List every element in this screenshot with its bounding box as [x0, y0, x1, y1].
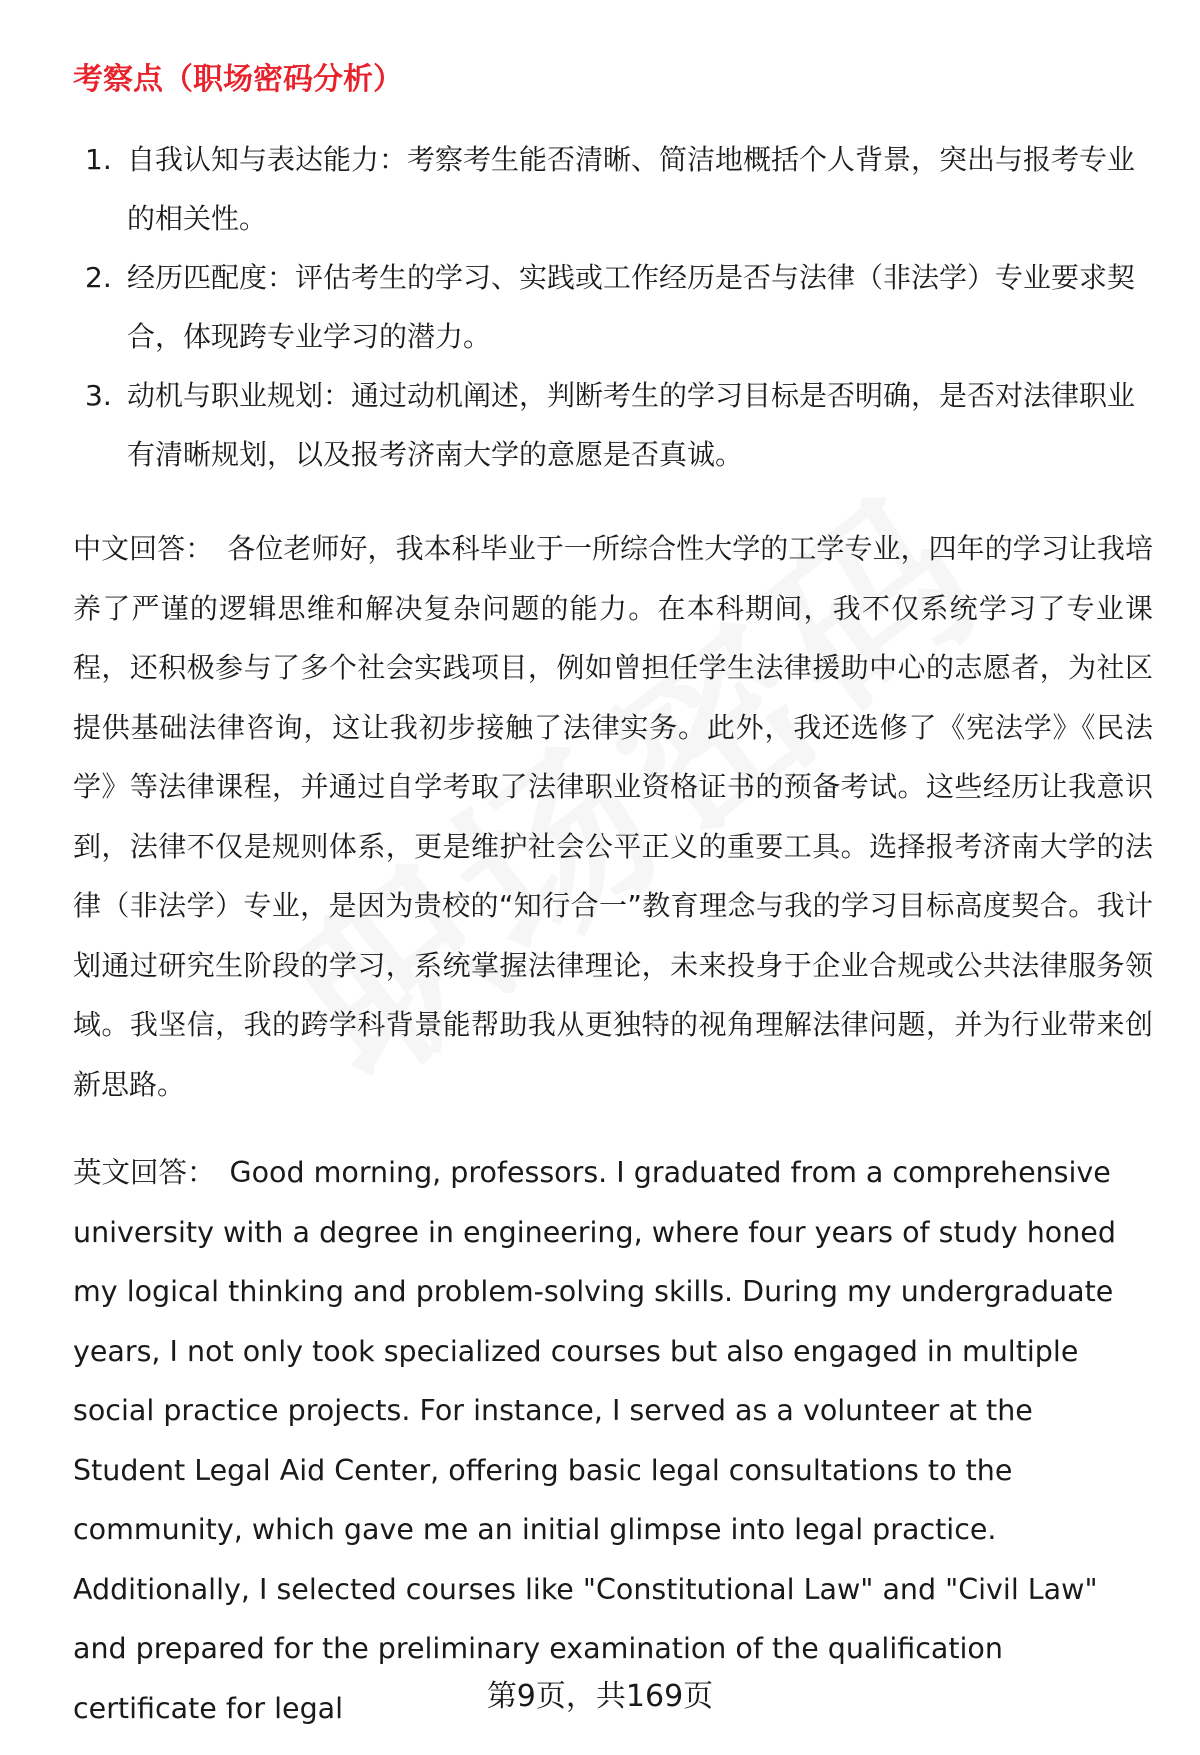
list-item-text: 经历匹配度：评估考生的学习、实践或工作经历是否与法律（非法学）专业要求契合，体现跨专业学习的潜力。 — [127, 261, 1136, 353]
list-item-number: 2. — [85, 261, 112, 294]
chinese-answer-paragraph — [73, 519, 1153, 1114]
english-answer-label: 英文回答： — [73, 1156, 216, 1189]
assessment-points-list — [73, 130, 1153, 484]
chinese-answer-text: 各位老师好，我本科毕业于一所综合性大学的工学专业，四年的学习让我培养了严谨的逻辑思维和解决复杂问题的能力。在本科期间，我不仅系统学习了专业课程，还积极参与了多个社会实践项目，例如曾担任学生法律援助中心的志愿者，为社区提供基础法律咨询，这让我初步接触了法律实务。此外，我还选修了《宪法学》《民法学》等法律课程，并通过自学考取了法律职业资格证书的预备考试。这些经历让我意识到，法律不仅是规则体系，更是维护社会公平正义的重要工具。选择报考济南大学的法律（非法学）专业，是因为贵校的“知行合一”教育理念与我的学习目标高度契合。我计划通过研究生阶段的学习，系统掌握法律理论，未来投身于企业合规或公共法律服务领域。我坚信，我的跨学科背景能帮助我从更独特的视角理解法律问题，并为行业带来创新思路。 — [73, 532, 1153, 1101]
list-item-number: 3. — [85, 379, 112, 412]
list-item — [73, 130, 1153, 248]
english-answer-paragraph — [73, 1143, 1153, 1738]
list-item-text: 自我认知与表达能力：考察考生能否清晰、简洁地概括个人背景，突出与报考专业的相关性。 — [127, 143, 1136, 235]
list-item — [73, 366, 1153, 484]
section-heading: 考察点（职场密码分析） — [73, 62, 403, 97]
page-number: 第9页，共169页 — [486, 1679, 714, 1714]
list-item-number: 1. — [85, 143, 112, 176]
list-item-text: 动机与职业规划：通过动机阐述，判断考生的学习目标是否明确，是否对法律职业有清晰规划，以及报考济南大学的意愿是否真诚。 — [127, 379, 1136, 471]
chinese-answer-label: 中文回答： — [73, 532, 214, 565]
list-item — [73, 248, 1153, 366]
english-answer-text: Good morning, professors. I graduated from a comprehensive university with a degree in engineering, where four years of study honed my logical thinking and problem-solving skills. During my undergraduate years, I not only took specialized courses but also engaged in multiple social practice projects. For instance, I served as a volunteer at the Student Legal Aid Center, offering basic legal consultations to the community, which gave me an initial glimpse into legal practice. Additionally, I selected courses like "Constitutional Law" and "Civil Law" and prepared for the preliminary examination of the qualification certificate for legal — [73, 1156, 1116, 1725]
